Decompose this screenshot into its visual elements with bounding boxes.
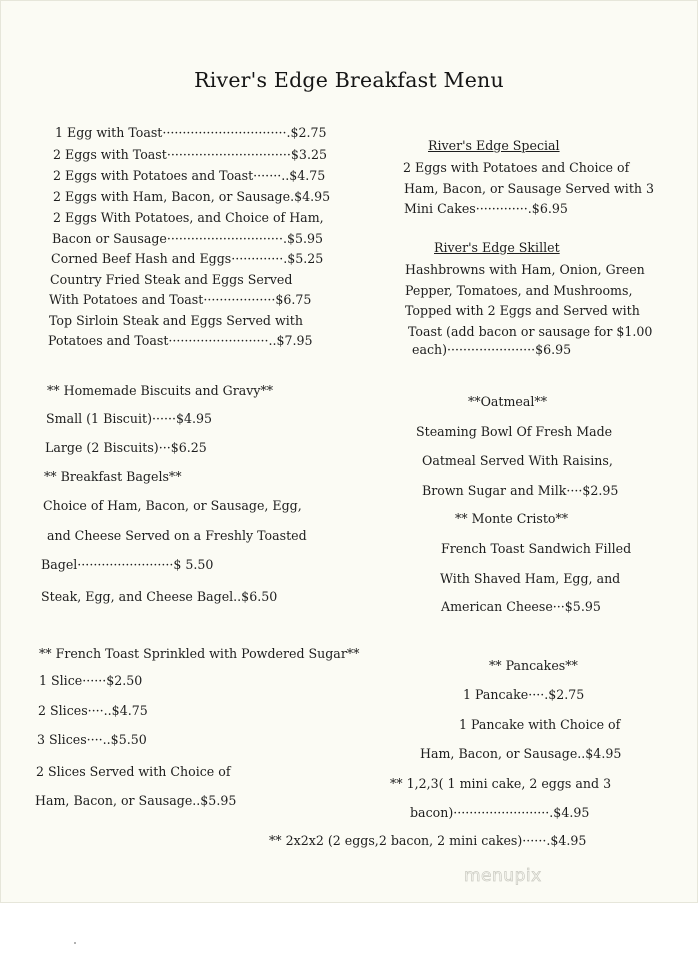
menu-line: Steaming Bowl Of Fresh Made <box>416 424 613 439</box>
scan-speck <box>74 942 76 944</box>
menu-line: 1 Slice······$2.50 <box>39 673 143 688</box>
section-heading-bagels: ** Breakfast Bagels** <box>44 469 182 484</box>
menupix-watermark: menupix <box>464 866 542 886</box>
menu-line: Topped with 2 Eggs and Served with <box>405 303 640 318</box>
menu-line: 1 Egg with Toast·······························.$2.75 <box>55 125 327 140</box>
menu-line: Mini Cakes·············.$6.95 <box>404 201 568 216</box>
menu-line: 2 Eggs with Ham, Bacon, or Sausage.$4.95 <box>53 189 331 204</box>
menu-line: Brown Sugar and Milk····$2.95 <box>422 483 619 498</box>
menu-line: each)······················$6.95 <box>412 342 572 357</box>
menu-line: 2 Eggs with Potatoes and Choice of <box>403 160 630 175</box>
section-heading-biscuits: ** Homemade Biscuits and Gravy** <box>47 383 274 398</box>
menu-line: ** 2x2x2 (2 eggs,2 bacon, 2 mini cakes)······.$4.95 <box>269 833 587 848</box>
section-heading-monte-cristo: ** Monte Cristo** <box>455 511 569 526</box>
menu-line: Corned Beef Hash and Eggs·············.$5.25 <box>51 251 324 266</box>
menu-line: 3 Slices····..$5.50 <box>37 732 147 747</box>
section-heading-pancakes: ** Pancakes** <box>489 658 578 673</box>
menu-line: Toast (add bacon or sausage for $1.00 <box>408 324 653 339</box>
menu-line: Oatmeal Served With Raisins, <box>422 453 613 468</box>
section-heading-french-toast: ** French Toast Sprinkled with Powdered Sugar** <box>39 646 360 661</box>
menu-line: Top Sirloin Steak and Eggs Served with <box>49 313 303 328</box>
menu-line: Choice of Ham, Bacon, or Sausage, Egg, <box>43 498 302 513</box>
menu-line: Small (1 Biscuit)······$4.95 <box>46 411 213 426</box>
menu-line: Ham, Bacon, or Sausage Served with 3 <box>404 181 655 196</box>
menu-line: Bacon or Sausage·····························.$5.95 <box>52 231 323 246</box>
menu-line: Potatoes and Toast·························..$7.95 <box>48 333 313 348</box>
menu-line: American Cheese···$5.95 <box>441 599 601 614</box>
menu-line: 2 Eggs With Potatoes, and Choice of Ham, <box>53 210 324 225</box>
menu-line: and Cheese Served on a Freshly Toasted <box>47 528 307 543</box>
menu-title: River's Edge Breakfast Menu <box>194 68 504 92</box>
menu-line: ** 1,2,3( 1 mini cake, 2 eggs and 3 <box>390 776 612 791</box>
menu-line: With Shaved Ham, Egg, and <box>440 571 621 586</box>
menu-line: 2 Slices····..$4.75 <box>38 703 148 718</box>
section-heading-oatmeal: **Oatmeal** <box>468 394 548 409</box>
menu-line: Bagel························$ 5.50 <box>41 557 214 572</box>
menu-line: Large (2 Biscuits)···$6.25 <box>45 440 207 455</box>
menu-line: Ham, Bacon, or Sausage..$4.95 <box>420 746 622 761</box>
menu-line: bacon)························.$4.95 <box>410 805 590 820</box>
menu-line: With Potatoes and Toast··················$6.75 <box>49 292 312 307</box>
menu-line: Pepper, Tomatoes, and Mushrooms, <box>405 283 633 298</box>
menu-line: French Toast Sandwich Filled <box>441 541 632 556</box>
menu-line: 2 Eggs with Potatoes and Toast·······..$4.75 <box>53 168 326 183</box>
menu-line: Hashbrowns with Ham, Onion, Green <box>405 262 645 277</box>
menu-line: 2 Slices Served with Choice of <box>36 764 231 779</box>
section-heading-skillet: River's Edge Skillet <box>434 240 560 255</box>
menu-line: Ham, Bacon, or Sausage..$5.95 <box>35 793 237 808</box>
section-heading-special: River's Edge Special <box>428 138 560 153</box>
menu-line: 2 Eggs with Toast·······························$3.25 <box>53 147 327 162</box>
menu-line: Country Fried Steak and Eggs Served <box>50 272 293 287</box>
menu-line: 1 Pancake····.$2.75 <box>463 687 585 702</box>
menu-line: Steak, Egg, and Cheese Bagel..$6.50 <box>41 589 278 604</box>
menu-line: 1 Pancake with Choice of <box>459 717 621 732</box>
